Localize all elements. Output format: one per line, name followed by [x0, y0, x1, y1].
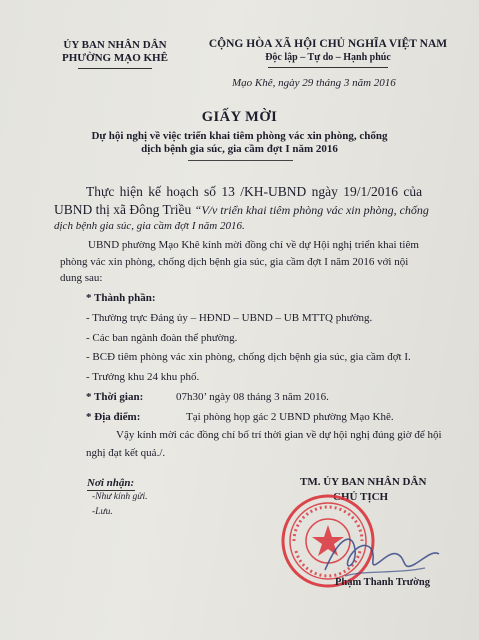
document-date: Mạo Khê, ngày 29 tháng 3 năm 2016 — [232, 77, 396, 89]
time-row — [86, 391, 329, 403]
closing-line2: nghị đạt kết quả./. — [86, 447, 166, 459]
org-name-line2: PHƯỜNG MẠO KHÊ — [62, 52, 168, 64]
paragraph-2-line3: dung sau: — [60, 272, 103, 284]
recipient-item: -Lưu. — [92, 507, 113, 517]
place-value: Tại phòng họp gác 2 UBND phường Mạo Khê. — [186, 411, 394, 423]
paragraph-1-line1: Thực hiện kế hoạch số 13 /KH-UBND ngày 19/1/2016 của — [86, 184, 423, 199]
paragraph-2-line2: phòng vác xin phòng, chống dịch bệnh gia súc, gia cầm đợt I năm 2016 với nội — [60, 256, 409, 268]
paragraph-2-line1: UBND phường Mạo Khê kính mời đồng chí về dự Hội nghị triển khai tiêm — [88, 239, 419, 251]
paragraph-1-line2-italic: “V/v triển khai tiêm phòng vác xin phòng, chống — [194, 203, 429, 217]
composition-item: - Các ban ngành đoàn thể phường. — [86, 332, 238, 344]
composition-item: - Trưởng khu 24 khu phố. — [86, 371, 200, 383]
org-underline — [78, 68, 152, 69]
motto-underline — [268, 67, 388, 68]
closing-line1: Vậy kính mời các đồng chí bố trí thời gian về dự hội nghị đúng giờ để hội — [116, 429, 442, 441]
signature-title: CHỦ TỊCH — [333, 491, 389, 503]
document-subtitle-line2: dịch bệnh gia súc, gia cầm đợt I năm 2016 — [141, 143, 338, 155]
recipient-item: -Như kính gửi. — [92, 492, 148, 502]
place-row — [86, 411, 394, 423]
composition-item: - BCĐ tiêm phòng vác xin phòng, chống dịch bệnh gia súc, gia cầm đợt I. — [86, 351, 411, 363]
recipients-label: Nơi nhận: — [87, 477, 135, 489]
time-label: * Thời gian: — [86, 391, 144, 403]
paragraph-1-line2 — [54, 203, 429, 217]
recipients-underline — [87, 490, 135, 491]
document-title: GIẤY MỜI — [201, 109, 278, 125]
paragraph-1-line2-normal: UBND thị xã Đông Triều — [54, 202, 195, 217]
org-name-line1: ỦY BAN NHÂN DÂN — [63, 39, 167, 51]
paragraph-1-line3: dịch bệnh gia súc, gia cầm đợt I năm 2016. — [54, 220, 245, 232]
document-subtitle-line1: Dự hội nghị về việc triển khai tiêm phòng vác xin phòng, chống — [91, 130, 388, 142]
signer-name: Phạm Thanh Trường — [335, 577, 430, 588]
composition-item: - Thường trực Đảng ủy – HĐND – UBND – UB MTTQ phường. — [86, 312, 373, 324]
signature-org: TM. ỦY BAN NHÂN DÂN — [300, 476, 427, 488]
nation-name: CỘNG HÒA XÃ HỘI CHỦ NGHĨA VIỆT NAM — [208, 38, 448, 50]
place-label: * Địa điểm: — [86, 411, 141, 423]
title-underline — [188, 160, 293, 161]
composition-label: * Thành phần: — [86, 292, 156, 304]
nation-motto: Độc lập – Tự do – Hạnh phúc — [265, 52, 391, 63]
time-value: 07h30’ ngày 08 tháng 3 năm 2016. — [176, 391, 329, 403]
